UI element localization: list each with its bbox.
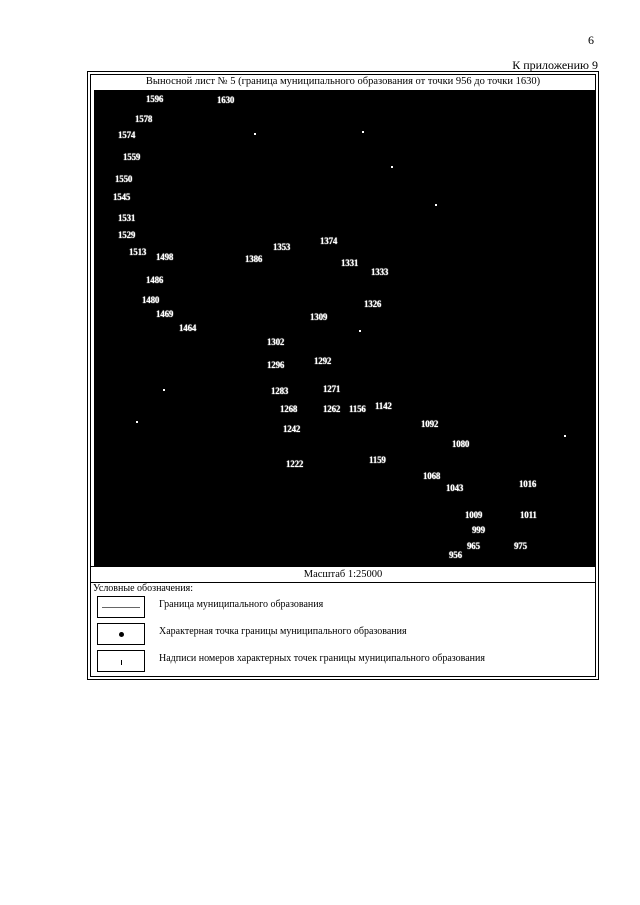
map-scale: Масштаб 1:25000 — [91, 566, 595, 583]
point-label: 1268 — [280, 404, 298, 414]
point-dot-icon — [119, 632, 124, 637]
point-label: 1222 — [286, 459, 304, 469]
label-tick-icon — [121, 660, 122, 665]
point-label: 1374 — [320, 236, 338, 246]
point-label: 1068 — [423, 471, 441, 481]
point-label: 1092 — [421, 419, 439, 429]
point-label: 1271 — [323, 384, 341, 394]
point-label: 1159 — [369, 455, 386, 465]
legend-dot-symbol — [97, 623, 145, 645]
point-label: 1080 — [452, 439, 470, 449]
legend-text-boundary: Граница муниципального образования — [159, 599, 324, 610]
point-label: 956 — [449, 550, 462, 560]
point-label: 1296 — [267, 360, 285, 370]
boundary-point-dot — [564, 435, 566, 437]
boundary-point-dot — [136, 421, 138, 423]
point-label: 965 — [467, 541, 480, 551]
point-label: 1531 — [118, 213, 136, 223]
point-label: 1550 — [115, 174, 133, 184]
boundary-point-dot — [254, 133, 256, 135]
point-label: 1578 — [135, 114, 153, 124]
point-label: 1353 — [273, 242, 291, 252]
legend-label-symbol — [97, 650, 145, 672]
sheet-inner-frame — [90, 74, 596, 677]
point-label: 1545 — [113, 192, 131, 202]
point-label: 1292 — [314, 356, 332, 366]
legend-title: Условные обозначения: — [93, 583, 194, 594]
annex-caption: К приложению 9 — [512, 58, 598, 72]
point-label: 1309 — [310, 312, 328, 322]
legend-text-point: Характерная точка границы муниципального образования — [159, 626, 407, 637]
point-label: 1331 — [341, 258, 359, 268]
sheet-title: Выносной лист № 5 (граница муниципального образования от точки 956 до точки 1630) — [145, 76, 541, 87]
sheet-frame — [87, 71, 599, 680]
boundary-point-dot — [359, 330, 361, 332]
legend-line-symbol — [97, 596, 145, 618]
point-label: 1283 — [271, 386, 289, 396]
point-label: 1262 — [323, 404, 341, 414]
boundary-point-dot — [163, 389, 165, 391]
point-label: 1480 — [142, 295, 160, 305]
boundary-point-dot — [362, 131, 364, 133]
point-label: 1043 — [446, 483, 464, 493]
point-label: 1326 — [364, 299, 382, 309]
page-number: 6 — [588, 33, 594, 47]
point-label: 1302 — [267, 337, 285, 347]
point-label: 1464 — [179, 323, 197, 333]
point-label: 1011 — [520, 510, 537, 520]
point-label: 1386 — [245, 254, 263, 264]
point-label: 999 — [472, 525, 485, 535]
boundary-map — [94, 90, 596, 566]
point-label: 1559 — [123, 152, 141, 162]
boundary-point-dot — [435, 204, 437, 206]
point-label: 1469 — [156, 309, 174, 319]
point-label: 975 — [514, 541, 527, 551]
point-label: 1498 — [156, 252, 174, 262]
point-label: 1486 — [146, 275, 164, 285]
point-label: 1242 — [283, 424, 301, 434]
point-label: 1596 — [146, 94, 164, 104]
boundary-point-dot — [391, 166, 393, 168]
point-label: 1630 — [217, 95, 235, 105]
point-label: 1009 — [465, 510, 483, 520]
point-label: 1529 — [118, 230, 136, 240]
point-label: 1016 — [519, 479, 537, 489]
point-label: 1574 — [118, 130, 136, 140]
point-label: 1333 — [371, 267, 389, 277]
point-label: 1156 — [349, 404, 366, 414]
point-label: 1142 — [375, 401, 392, 411]
boundary-line-icon — [102, 607, 140, 608]
legend-text-labels: Надписи номеров характерных точек границы муниципального образования — [159, 653, 485, 664]
point-label: 1513 — [129, 247, 147, 257]
